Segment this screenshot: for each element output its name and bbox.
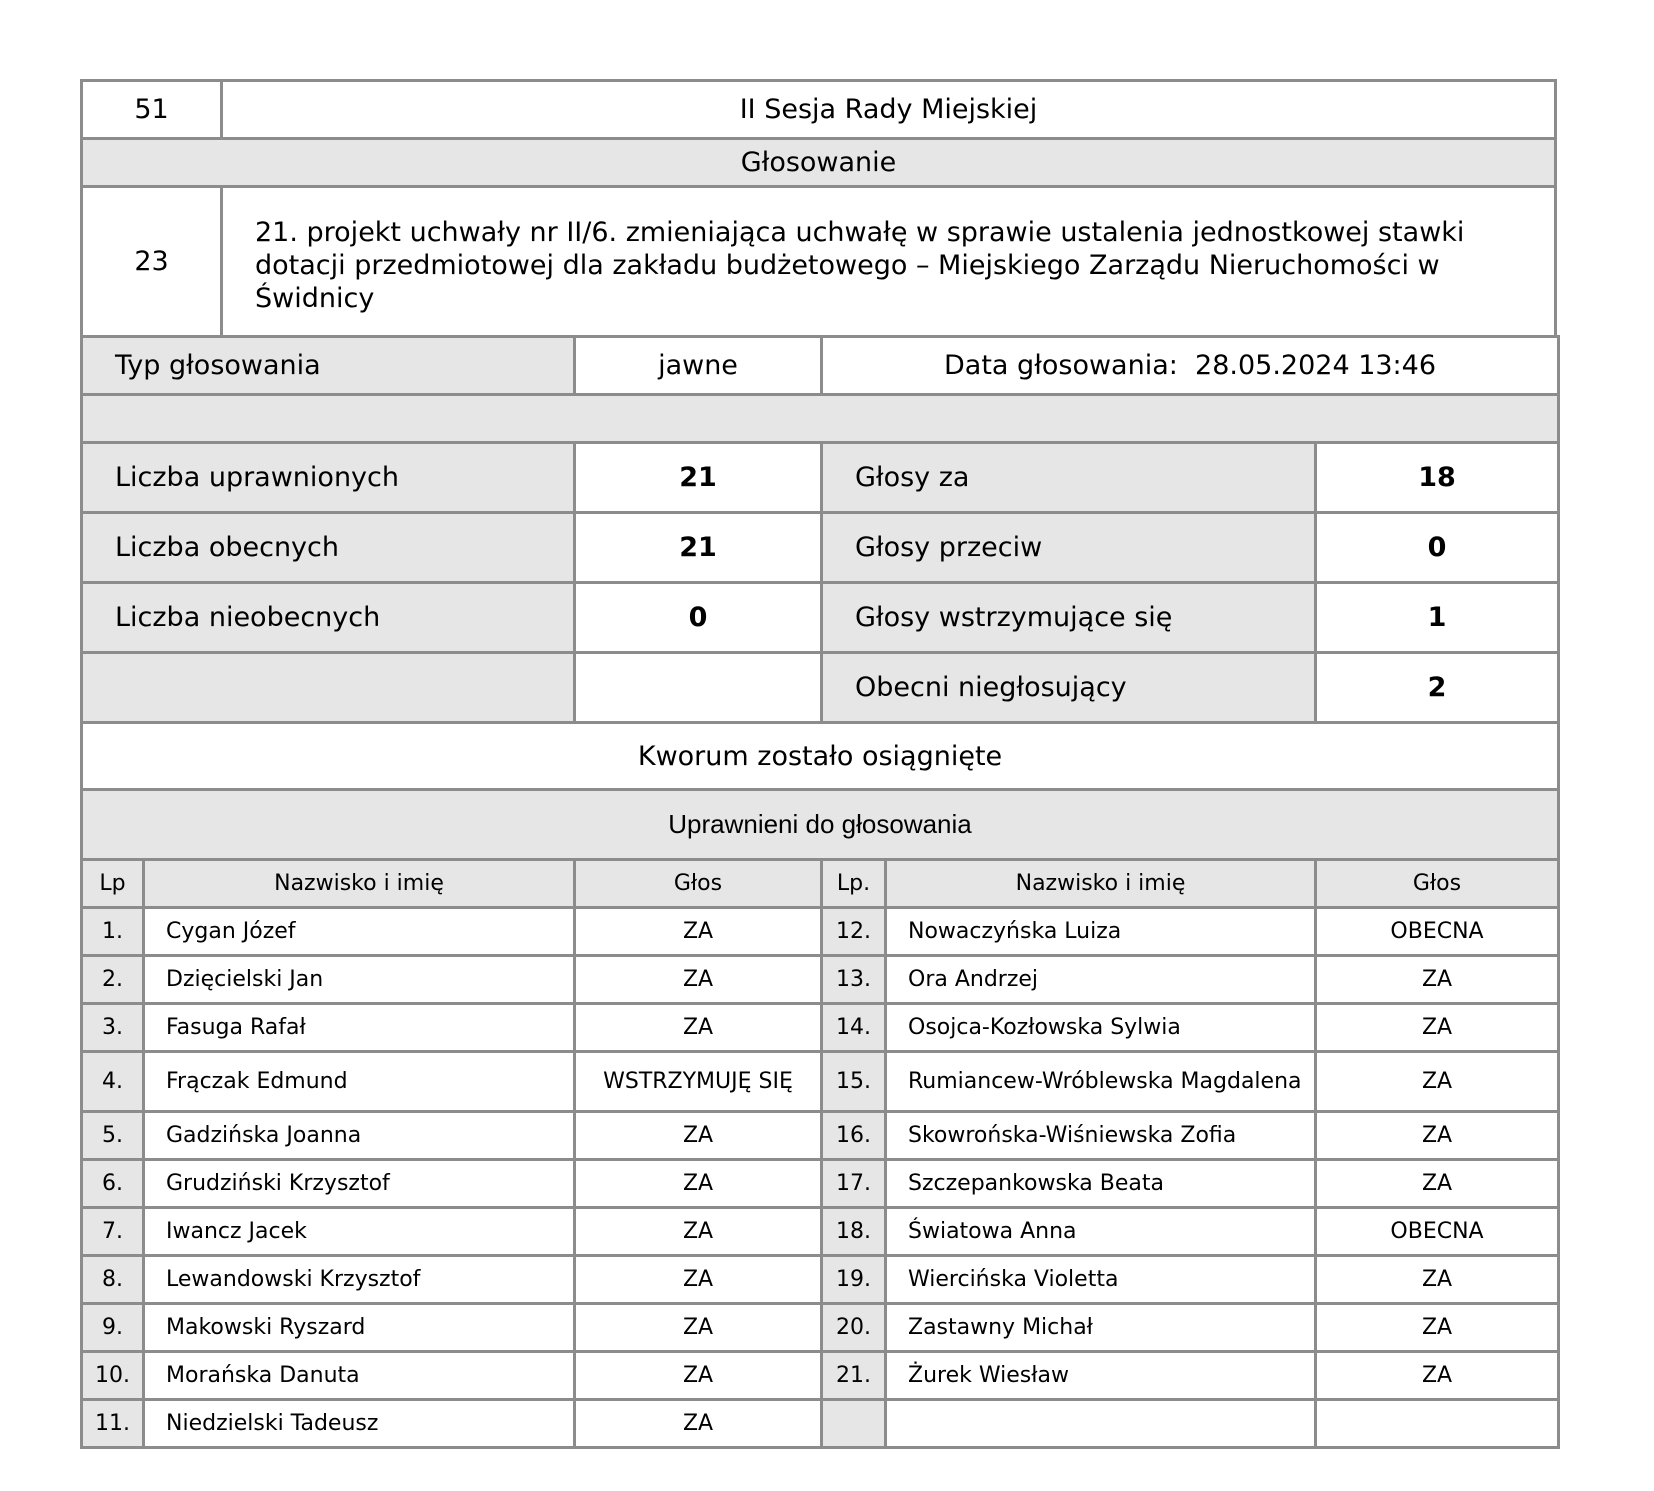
vote-cell: ZA [575, 1208, 822, 1256]
lp-cell [822, 1400, 886, 1448]
name-cell: Rumiancew-Wróblewska Magdalena [886, 1052, 1316, 1112]
eligible-value: 21 [575, 443, 822, 513]
vote-cell: ZA [1316, 1304, 1559, 1352]
empty-cell [575, 653, 822, 723]
eligible-label: Liczba uprawnionych [82, 443, 575, 513]
name-cell: Gadzińska Joanna [144, 1112, 575, 1160]
name-cell: Dzięcielski Jan [144, 956, 575, 1004]
abstain-label: Głosy wstrzymujące się [822, 583, 1316, 653]
vote-cell: ZA [575, 1256, 822, 1304]
vote-cell: WSTRZYMUJĘ SIĘ [575, 1052, 822, 1112]
lp-cell: 5. [82, 1112, 144, 1160]
lp-cell: 14. [822, 1004, 886, 1052]
session-header [80, 79, 1557, 338]
name-cell: Makowski Ryszard [144, 1304, 575, 1352]
name-cell [886, 1400, 1316, 1448]
vote-type-value: jawne [575, 337, 822, 395]
table-row [82, 1304, 1559, 1352]
lp-cell: 18. [822, 1208, 886, 1256]
name-cell: Niedzielski Tadeusz [144, 1400, 575, 1448]
vote-type-label: Typ głosowania [82, 337, 575, 395]
voters-table [80, 858, 1560, 1449]
col-vote-right: Głos [1316, 860, 1559, 908]
section-title: Głosowanie [82, 139, 1556, 187]
vote-cell [1316, 1400, 1559, 1448]
against-label: Głosy przeciw [822, 513, 1316, 583]
table-row [82, 956, 1559, 1004]
vote-cell: ZA [1316, 1004, 1559, 1052]
nonvoting-label: Obecni niegłosujący [822, 653, 1316, 723]
name-cell: Osojca-Kozłowska Sylwia [886, 1004, 1316, 1052]
vote-cell: ZA [575, 1352, 822, 1400]
table-row [82, 1256, 1559, 1304]
item-number: 23 [82, 187, 222, 337]
session-number: 51 [82, 81, 222, 139]
table-row [82, 1052, 1559, 1112]
lp-cell: 4. [82, 1052, 144, 1112]
present-label: Liczba obecnych [82, 513, 575, 583]
vote-cell: ZA [575, 1004, 822, 1052]
col-lp-right: Lp. [822, 860, 886, 908]
lp-cell: 17. [822, 1160, 886, 1208]
empty-cell [82, 653, 575, 723]
abstain-value: 1 [1316, 583, 1559, 653]
absent-value: 0 [575, 583, 822, 653]
name-cell: Światowa Anna [886, 1208, 1316, 1256]
col-name-left: Nazwisko i imię [144, 860, 575, 908]
vote-cell: ZA [1316, 1160, 1559, 1208]
name-cell: Grudziński Krzysztof [144, 1160, 575, 1208]
lp-cell: 9. [82, 1304, 144, 1352]
name-cell: Frączak Edmund [144, 1052, 575, 1112]
lp-cell: 16. [822, 1112, 886, 1160]
against-value: 0 [1316, 513, 1559, 583]
lp-cell: 12. [822, 908, 886, 956]
vote-cell: ZA [575, 1304, 822, 1352]
name-cell: Morańska Danuta [144, 1352, 575, 1400]
table-row [82, 908, 1559, 956]
vote-cell: ZA [575, 1112, 822, 1160]
vote-cell: ZA [575, 956, 822, 1004]
voters-title: Uprawnieni do głosowania [82, 790, 1559, 860]
table-row [82, 1208, 1559, 1256]
table-row [82, 1160, 1559, 1208]
lp-cell: 2. [82, 956, 144, 1004]
vote-date [822, 337, 1559, 395]
lp-cell: 1. [82, 908, 144, 956]
table-row [82, 1112, 1559, 1160]
quorum-status: Kworum zostało osiągnięte [82, 723, 1559, 790]
vote-summary [80, 335, 1560, 861]
item-description: 21. projekt uchwały nr II/6. zmieniająca uchwałę w sprawie ustalenia jednostkowej stawki dotacji przedmiotowej dla zakładu budżetowego – Miejskiego Zarządu Nieruchomości w Świdnicy [222, 187, 1556, 337]
lp-cell: 10. [82, 1352, 144, 1400]
vote-cell: ZA [1316, 1256, 1559, 1304]
name-cell: Skowrońska-Wiśniewska Zofia [886, 1112, 1316, 1160]
col-name-right: Nazwisko i imię [886, 860, 1316, 908]
lp-cell: 7. [82, 1208, 144, 1256]
vote-cell: ZA [1316, 1112, 1559, 1160]
lp-cell: 8. [82, 1256, 144, 1304]
name-cell: Wiercińska Violetta [886, 1256, 1316, 1304]
spacer-row [82, 395, 1559, 443]
vote-cell: OBECNA [1316, 908, 1559, 956]
vote-date-label: Data głosowania: [944, 350, 1178, 381]
col-vote-left: Głos [575, 860, 822, 908]
lp-cell: 19. [822, 1256, 886, 1304]
lp-cell: 20. [822, 1304, 886, 1352]
name-cell: Iwancz Jacek [144, 1208, 575, 1256]
name-cell: Zastawny Michał [886, 1304, 1316, 1352]
vote-cell: ZA [575, 908, 822, 956]
for-label: Głosy za [822, 443, 1316, 513]
voting-document [80, 79, 1557, 1449]
col-lp-left: Lp [82, 860, 144, 908]
name-cell: Cygan Józef [144, 908, 575, 956]
lp-cell: 15. [822, 1052, 886, 1112]
present-value: 21 [575, 513, 822, 583]
table-row [82, 1352, 1559, 1400]
for-value: 18 [1316, 443, 1559, 513]
vote-cell: ZA [575, 1400, 822, 1448]
absent-label: Liczba nieobecnych [82, 583, 575, 653]
lp-cell: 13. [822, 956, 886, 1004]
lp-cell: 6. [82, 1160, 144, 1208]
session-title: II Sesja Rady Miejskiej [222, 81, 1556, 139]
vote-cell: ZA [575, 1160, 822, 1208]
name-cell: Szczepankowska Beata [886, 1160, 1316, 1208]
name-cell: Nowaczyńska Luiza [886, 908, 1316, 956]
vote-cell: ZA [1316, 1052, 1559, 1112]
name-cell: Lewandowski Krzysztof [144, 1256, 575, 1304]
vote-date-value: 28.05.2024 13:46 [1195, 350, 1437, 381]
lp-cell: 11. [82, 1400, 144, 1448]
vote-cell: OBECNA [1316, 1208, 1559, 1256]
name-cell: Fasuga Rafał [144, 1004, 575, 1052]
table-row [82, 1004, 1559, 1052]
lp-cell: 21. [822, 1352, 886, 1400]
vote-cell: ZA [1316, 1352, 1559, 1400]
name-cell: Żurek Wiesław [886, 1352, 1316, 1400]
name-cell: Ora Andrzej [886, 956, 1316, 1004]
vote-cell: ZA [1316, 956, 1559, 1004]
nonvoting-value: 2 [1316, 653, 1559, 723]
table-row [82, 1400, 1559, 1448]
lp-cell: 3. [82, 1004, 144, 1052]
